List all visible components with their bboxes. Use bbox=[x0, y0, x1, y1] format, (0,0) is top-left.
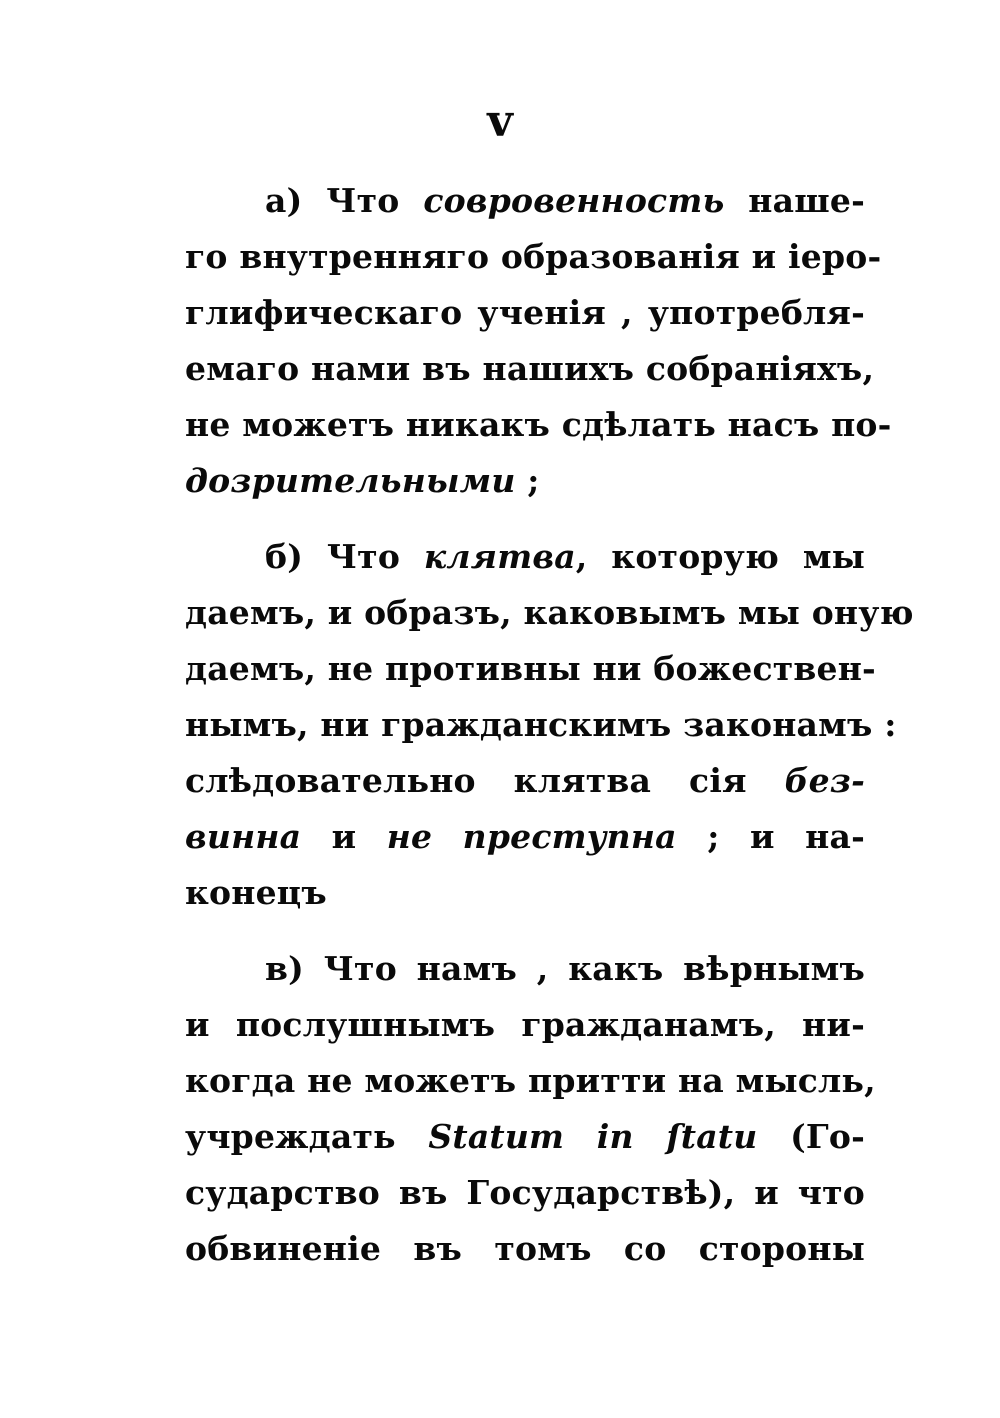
text-line: учреждать Statum in ſtatu (Го- bbox=[185, 1117, 865, 1156]
text-line: емаго нами въ нашихъ собраніяхъ, bbox=[185, 349, 875, 388]
text-line: а) Что совровенность наше- bbox=[265, 181, 866, 220]
text-line: и послушнымъ гражданамъ, ни- bbox=[185, 1005, 865, 1044]
text-line: в) Что намъ , какъ вѣрнымъ bbox=[265, 949, 865, 988]
text-line: винна и не преступна ; и на- bbox=[185, 817, 865, 856]
text-line: слѣдовательно клятва сія без- bbox=[185, 761, 865, 800]
text-line: даемъ, не противны ни божествен- bbox=[185, 649, 876, 688]
text-line: не можетъ никакъ сдѣлать насъ по- bbox=[185, 405, 892, 444]
text-line: сударство въ Государствѣ), и что bbox=[185, 1173, 865, 1212]
text-line: б) Что клятва, которую мы bbox=[265, 537, 866, 576]
text-line: конецъ bbox=[185, 873, 327, 912]
text-line: нымъ, ни гражданскимъ законамъ : bbox=[185, 705, 897, 744]
text-line: дозрительными ; bbox=[185, 461, 540, 500]
text-line: даемъ, и образъ, каковымъ мы оную bbox=[185, 593, 914, 632]
text-line: когда не можетъ притти на мысль, bbox=[185, 1061, 876, 1100]
text-line: глифическаго ученія , употребля- bbox=[185, 293, 865, 332]
text-line: го внутренняго образованія и іеро- bbox=[185, 237, 882, 276]
page-number: v bbox=[487, 96, 513, 147]
text-line: обвиненіе въ томъ со стороны bbox=[185, 1229, 865, 1268]
